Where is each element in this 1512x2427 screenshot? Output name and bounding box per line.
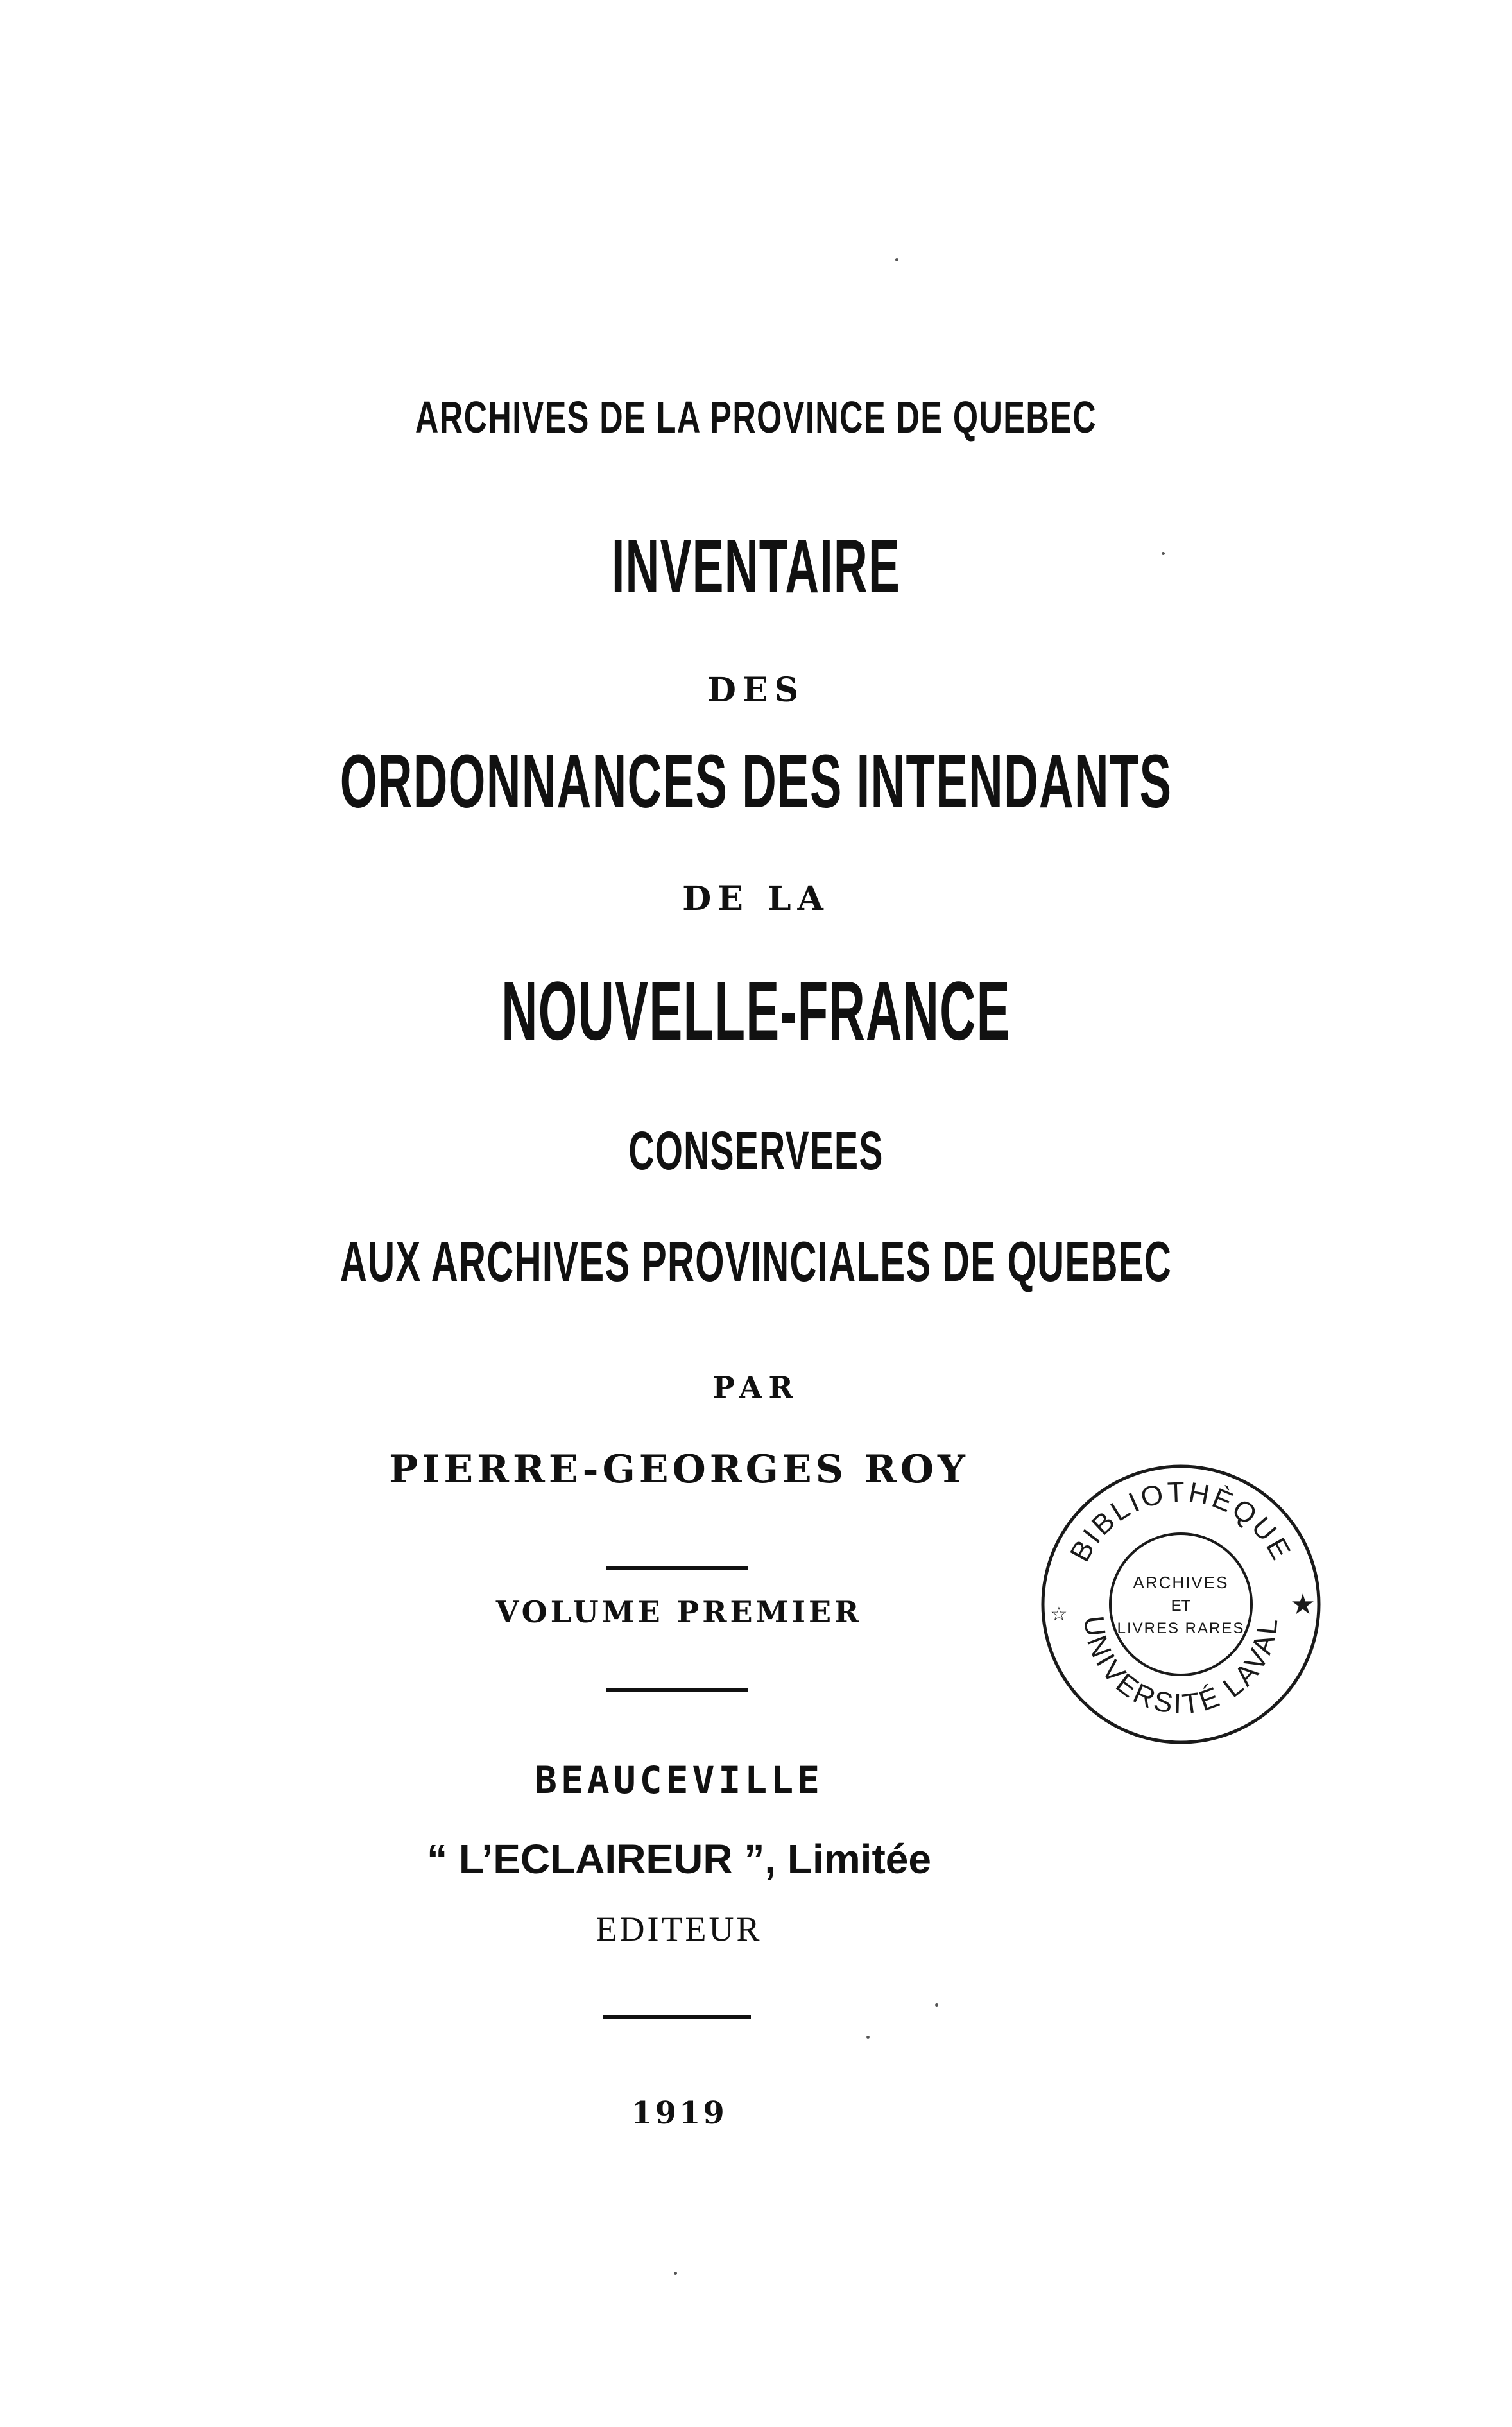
- year: 1919: [631, 2095, 727, 2131]
- scan-speck: [674, 2272, 677, 2275]
- rule-1: [606, 1566, 748, 1570]
- author: PIERRE-GEORGES ROY: [389, 1447, 969, 1492]
- title-de-la: DE LA: [682, 879, 830, 918]
- title-des: DES: [707, 671, 805, 710]
- aux-archives: AUX ARCHIVES PROVINCIALES DE QUEBEC: [339, 1230, 1173, 1293]
- scan-speck: [1162, 552, 1165, 555]
- scan-speck: [935, 2003, 938, 2007]
- par: PAR: [712, 1370, 800, 1405]
- conservees: CONSERVEES: [628, 1120, 884, 1181]
- archives-header: ARCHIVES DE LA PROVINCE DE QUEBEC: [415, 392, 1097, 442]
- rule-2: [606, 1688, 748, 1692]
- title-inventaire: INVENTAIRE: [611, 524, 901, 609]
- city: BEAUCEVILLE: [534, 1758, 824, 1802]
- svg-text:LIVRES RARES: LIVRES RARES: [1117, 1620, 1245, 1637]
- svg-text:BIBLIOTHÈQUE: BIBLIOTHÈQUE: [1064, 1476, 1298, 1567]
- publisher: “ L’ECLAIREUR ”, Limitée: [427, 1836, 931, 1882]
- title-ordonnances: ORDONNANCES DES INTENDANTS: [339, 739, 1173, 824]
- scan-speck: [866, 2036, 870, 2039]
- scan-speck: [895, 258, 898, 261]
- rule-3: [603, 2015, 751, 2019]
- editeur: EDITEUR: [596, 1910, 762, 1948]
- library-stamp: [1033, 1457, 1328, 1752]
- svg-text:☆: ☆: [1050, 1603, 1068, 1625]
- svg-text:UNIVERSITÉ LAVAL: UNIVERSITÉ LAVAL: [1078, 1614, 1284, 1720]
- svg-text:★: ★: [1290, 1588, 1316, 1621]
- svg-text:ARCHIVES: ARCHIVES: [1133, 1573, 1229, 1592]
- svg-text:ET: ET: [1171, 1597, 1191, 1615]
- volume: VOLUME PREMIER: [495, 1595, 863, 1629]
- title-nouvelle-france: NOUVELLE-FRANCE: [501, 964, 1011, 1058]
